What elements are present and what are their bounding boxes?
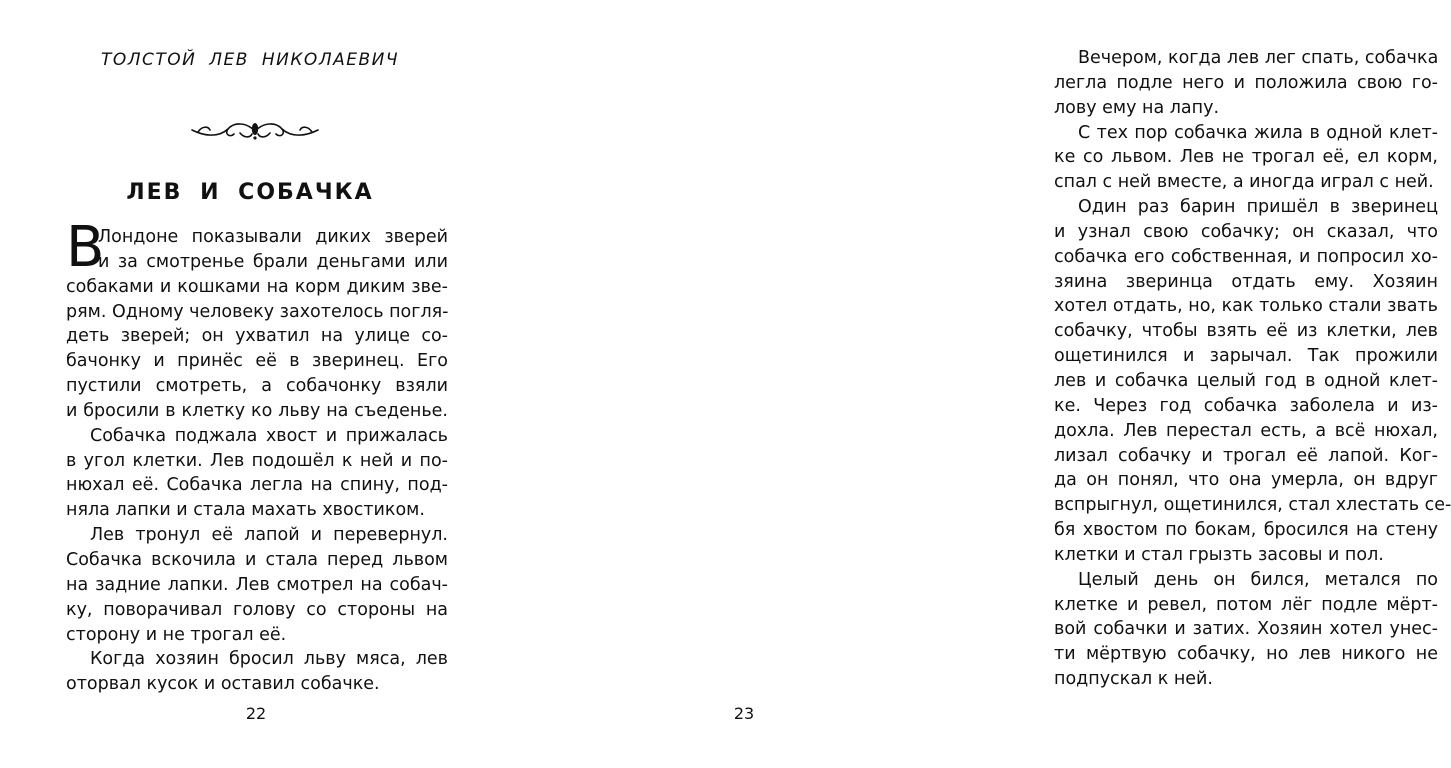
text-line: деть зверей; он ухватил на улице со-: [66, 326, 448, 347]
text-line: спал с ней вместе, а иногда играл с ней.: [1054, 172, 1434, 193]
text-line: Когда хозяин бросил льву мяса, лев: [90, 649, 448, 670]
text-line: Один раз барин пришёл в зверинец: [1078, 197, 1438, 218]
text-line: оторвал кусок и оставил собачке.: [66, 674, 380, 695]
text-line: ти мёртвую собачку, но лев никого не: [1054, 644, 1438, 665]
text-line: Лев тронул её лапой и перевернул.: [90, 525, 448, 546]
text-line: ку, поворачивал голову со стороны на: [66, 599, 448, 620]
right-page-text: [1054, 46, 1451, 692]
text-line: клетки и стал грызть засовы и пол.: [1054, 544, 1384, 565]
text-line: Лондоне показывали диких зверей: [98, 227, 448, 247]
page-number: 23: [733, 704, 755, 723]
text-line: нюхал её. Собачка легла на спину, под-: [66, 475, 448, 496]
text-line: бя хвостом по бокам, бросился на стену: [1054, 520, 1438, 541]
text-line: да он понял, что она умерла, он вдруг: [1054, 470, 1438, 491]
left-page: [0, 0, 500, 768]
text-line: ке. Через год собачка заболела и из-: [1054, 395, 1438, 416]
text-line: сторону и не трогал её.: [66, 624, 287, 645]
text-line: и узнал свою собачку; он сказал, что: [1054, 221, 1438, 242]
text-line: вой собачки и затих. Хозяин хотел унес-: [1054, 619, 1438, 640]
text-line: легла подле него и положила свою го-: [1054, 72, 1438, 93]
drop-cap: В: [66, 215, 105, 280]
text-line: ощетинился и зарычал. Так прожили: [1054, 346, 1438, 367]
text-line: Вечером, когда лев лег спать, собачка: [1078, 48, 1439, 68]
text-line: на задние лапки. Лев смотрел на собач-: [66, 574, 448, 595]
text-line: вспрыгнул, ощетинился, стал хлестать се-: [1054, 495, 1451, 516]
decorative-flourish-icon: [188, 118, 322, 144]
text-line: лев и собачка целый год в одной клет-: [1054, 370, 1438, 391]
text-line: подпускал к ней.: [1054, 669, 1213, 690]
text-line: пустили смотреть, а собачонку взяли: [66, 376, 448, 397]
text-line: и бросили в клетку ко льву на съеденье.: [66, 400, 448, 421]
story-title: ЛЕВ И СОБАЧКА: [126, 180, 374, 205]
text-line: зяина зверинца отдать ему. Хозяин: [1054, 271, 1438, 292]
text-line: хотел отдать, но, как только стали звать: [1054, 296, 1438, 317]
text-line: собаками и кошками на корм диким зве-: [66, 276, 448, 297]
text-line: няла лапки и стала махать хвостиком.: [66, 500, 425, 521]
text-line: рям. Одному человеку захотелось погля-: [66, 301, 449, 322]
text-line: ке со львом. Лев не трогал её, ел корм,: [1054, 147, 1438, 168]
left-page-text: [66, 225, 448, 697]
text-line: дохла. Лев перестал есть, а всё нюхал,: [1054, 420, 1438, 441]
text-line: лизал собачку и трогал её лапой. Ког-: [1054, 445, 1438, 466]
text-line: в угол клетки. Лев подошёл к ней и по-: [66, 450, 448, 471]
page-number: 22: [245, 704, 267, 723]
text-line: лову ему на лапу.: [1054, 97, 1220, 118]
text-line: собачка его собственная, и попросил хо-: [1054, 246, 1438, 267]
running-head: ТОЛСТОЙ ЛЕВ НИКОЛАЕВИЧ: [100, 50, 400, 70]
right-page: [500, 0, 1451, 768]
text-line: клетке и ревел, потом лёг подле мёрт-: [1054, 594, 1438, 615]
text-line: и за смотренье брали деньгами или: [98, 251, 448, 272]
text-line: Целый день он бился, метался по: [1078, 569, 1438, 590]
text-line: Собачка вскочила и стала перед львом: [66, 549, 448, 570]
text-line: Собачка поджала хвост и прижалась: [90, 425, 448, 446]
text-line: собачку, чтобы взять её из клетки, лев: [1054, 321, 1438, 342]
text-line: С тех пор собачка жила в одной клет-: [1078, 122, 1438, 143]
text-line: бачонку и принёс её в зверинец. Его: [66, 351, 448, 372]
